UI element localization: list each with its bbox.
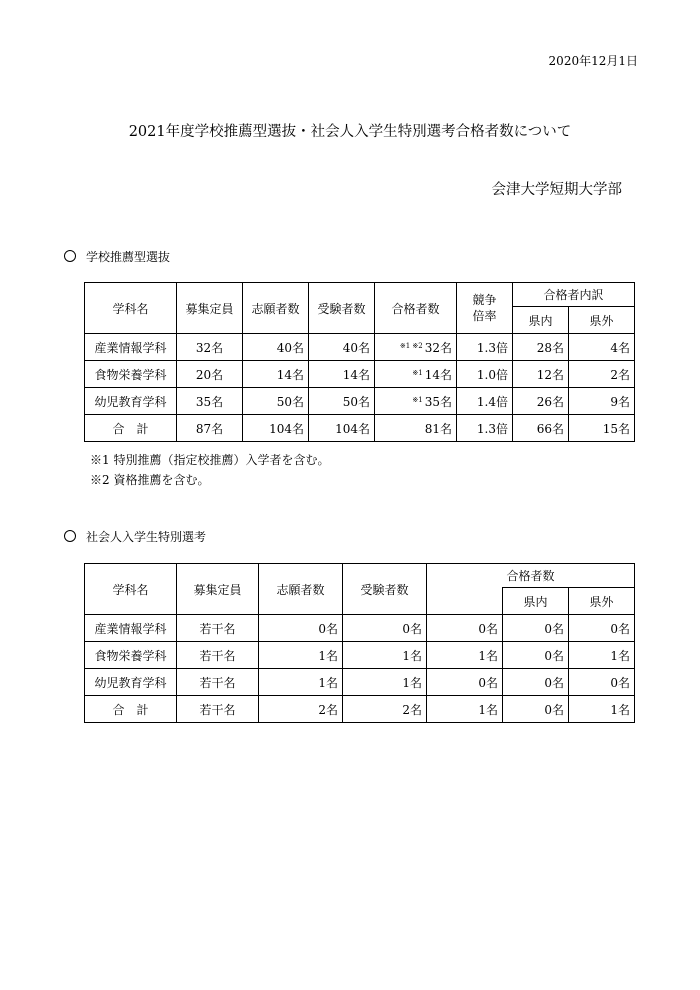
- cell-inside: 0名: [503, 669, 569, 696]
- table-row: [85, 334, 635, 361]
- header-outside: 県外: [569, 307, 635, 334]
- table-row: [85, 642, 635, 669]
- cell-passed: 0名: [427, 615, 503, 642]
- header-capacity: 募集定員: [177, 564, 259, 615]
- section2-heading-text: 社会人入学生特別選考: [86, 530, 207, 544]
- cell-examinees: 2名: [343, 696, 427, 723]
- header-breakdown: 合格者内訳: [513, 283, 635, 307]
- cell-passed: [375, 388, 457, 415]
- header-ratio-bottom: 倍率: [472, 309, 497, 323]
- table-header-row: [85, 564, 635, 588]
- table-row: [85, 669, 635, 696]
- cell-inside: 66名: [513, 415, 569, 442]
- cell-ratio: 1.4倍: [457, 388, 513, 415]
- cell-ratio: 1.3倍: [457, 415, 513, 442]
- cell-examinees: 40名: [309, 334, 375, 361]
- cell-outside: 4名: [569, 334, 635, 361]
- cell-capacity: 若干名: [177, 696, 259, 723]
- cell-passed: [375, 415, 457, 442]
- cell-inside: 12名: [513, 361, 569, 388]
- section1-heading: [64, 248, 170, 265]
- table-header-row: [85, 283, 635, 307]
- cell-inside: 0名: [503, 615, 569, 642]
- cell-dept: 食物栄養学科: [85, 361, 177, 388]
- cell-outside: 1名: [569, 642, 635, 669]
- document-date: 2020年12月1日: [548, 54, 638, 68]
- header-inside: 県内: [503, 588, 569, 615]
- table-row: [85, 388, 635, 415]
- footnote-mark: ※1: [412, 395, 423, 404]
- table-total-row: [85, 696, 635, 723]
- cell-applicants: 2名: [259, 696, 343, 723]
- header-ratio: [457, 283, 513, 334]
- cell-capacity: 87名: [177, 415, 243, 442]
- cell-applicants: 14名: [243, 361, 309, 388]
- footnote-mark: ※1 ※2: [399, 341, 423, 350]
- cell-passed-value: 14名: [424, 367, 452, 382]
- circle-bullet-icon: [64, 530, 76, 542]
- cell-applicants: 50名: [243, 388, 309, 415]
- footnote-mark: ※1: [412, 368, 423, 377]
- cell-applicants: 104名: [243, 415, 309, 442]
- header-outside: 県外: [569, 588, 635, 615]
- cell-dept: 合 計: [85, 696, 177, 723]
- cell-outside: 1名: [569, 696, 635, 723]
- cell-passed: [375, 334, 457, 361]
- footnotes: [90, 450, 329, 490]
- cell-applicants: 40名: [243, 334, 309, 361]
- working-adult-table: [84, 563, 635, 723]
- cell-examinees: 50名: [309, 388, 375, 415]
- cell-ratio: 1.0倍: [457, 361, 513, 388]
- cell-examinees: 1名: [343, 669, 427, 696]
- cell-inside: 0名: [503, 696, 569, 723]
- cell-ratio: 1.3倍: [457, 334, 513, 361]
- footnote-2: ※2 資格推薦を含む。: [90, 473, 210, 487]
- cell-applicants: 0名: [259, 615, 343, 642]
- footnote-1: ※1 特別推薦（指定校推薦）入学者を含む。: [90, 453, 330, 467]
- cell-dept: 合 計: [85, 415, 177, 442]
- cell-dept: 幼児教育学科: [85, 669, 177, 696]
- cell-outside: 2名: [569, 361, 635, 388]
- header-ratio-top: 競争: [472, 293, 497, 307]
- header-examinees: 受験者数: [343, 564, 427, 615]
- cell-passed: 0名: [427, 669, 503, 696]
- cell-inside: 28名: [513, 334, 569, 361]
- cell-dept: 食物栄養学科: [85, 642, 177, 669]
- cell-capacity: 若干名: [177, 642, 259, 669]
- section1-heading-text: 学校推薦型選抜: [86, 250, 171, 264]
- cell-inside: 0名: [503, 642, 569, 669]
- cell-capacity: 20名: [177, 361, 243, 388]
- circle-bullet-icon: [64, 250, 76, 262]
- header-capacity: 募集定員: [177, 283, 243, 334]
- cell-inside: 26名: [513, 388, 569, 415]
- cell-outside: 9名: [569, 388, 635, 415]
- cell-passed-value: 81名: [424, 421, 452, 436]
- cell-passed-value: 32名: [424, 340, 452, 355]
- cell-passed: 1名: [427, 696, 503, 723]
- table-row: [85, 361, 635, 388]
- document-title: 2021年度学校推薦型選抜・社会人入学生特別選考合格者数について: [128, 124, 572, 140]
- cell-dept: 幼児教育学科: [85, 388, 177, 415]
- header-examinees: 受験者数: [309, 283, 375, 334]
- cell-capacity: 若干名: [177, 669, 259, 696]
- header-applicants: 志願者数: [259, 564, 343, 615]
- header-passed: 合格者数: [427, 564, 635, 588]
- header-dept: 学科名: [85, 283, 177, 334]
- header-dept: 学科名: [85, 564, 177, 615]
- cell-applicants: 1名: [259, 642, 343, 669]
- table-total-row: [85, 415, 635, 442]
- header-passed: 合格者数: [375, 283, 457, 334]
- recommendation-table: [84, 282, 635, 442]
- cell-capacity: 若干名: [177, 615, 259, 642]
- cell-outside: 15名: [569, 415, 635, 442]
- organization-name: 会津大学短期大学部: [491, 182, 622, 198]
- cell-examinees: 104名: [309, 415, 375, 442]
- cell-applicants: 1名: [259, 669, 343, 696]
- header-blank-cell: [427, 588, 503, 615]
- table-row: [85, 615, 635, 642]
- section2-heading: [64, 528, 206, 545]
- cell-capacity: 32名: [177, 334, 243, 361]
- cell-examinees: 14名: [309, 361, 375, 388]
- header-inside: 県内: [513, 307, 569, 334]
- cell-examinees: 1名: [343, 642, 427, 669]
- cell-capacity: 35名: [177, 388, 243, 415]
- cell-dept: 産業情報学科: [85, 334, 177, 361]
- cell-passed-value: 35名: [424, 394, 452, 409]
- header-applicants: 志願者数: [243, 283, 309, 334]
- cell-outside: 0名: [569, 615, 635, 642]
- cell-outside: 0名: [569, 669, 635, 696]
- cell-passed: 1名: [427, 642, 503, 669]
- cell-passed: [375, 361, 457, 388]
- cell-dept: 産業情報学科: [85, 615, 177, 642]
- cell-examinees: 0名: [343, 615, 427, 642]
